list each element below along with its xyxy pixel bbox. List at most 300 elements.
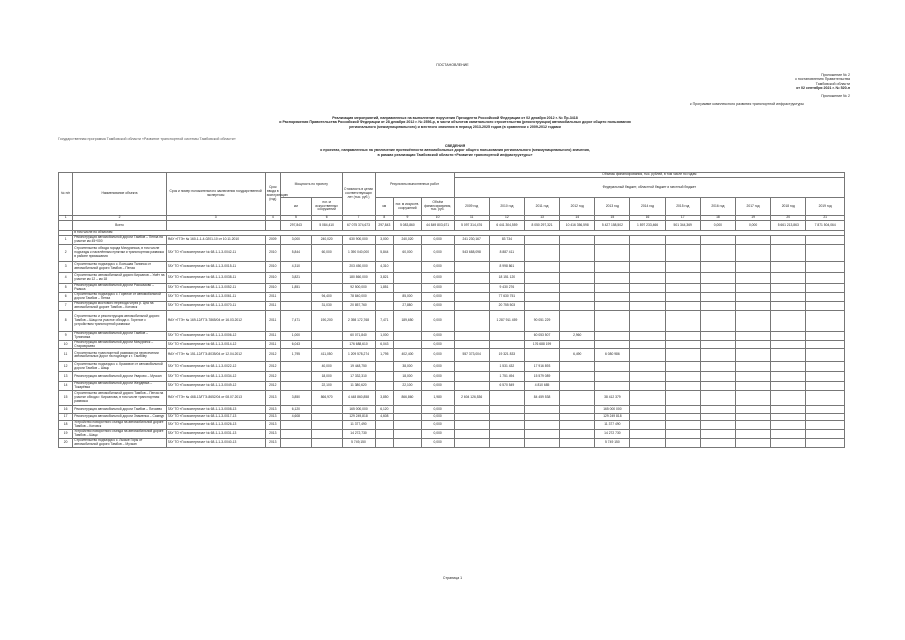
cell-v1 bbox=[454, 262, 489, 273]
cell-dkm: 1,000 bbox=[375, 331, 394, 340]
col-funding: Объемы финансирования, тыс. рублей, в том числе по годам bbox=[454, 173, 844, 178]
cell-dkm: 7,471 bbox=[375, 310, 394, 331]
column-number: 20 bbox=[771, 216, 806, 221]
cell-empty bbox=[771, 236, 806, 245]
cell-n: 15 bbox=[59, 391, 73, 406]
cell-name: Реконструкция автомобильной дороги Тамбов – Пенза на участке км 45+000 bbox=[73, 236, 166, 245]
cell-cost: 203 450,000 bbox=[342, 262, 375, 273]
cell-year: 2012 bbox=[265, 382, 280, 391]
cell-empty bbox=[771, 273, 806, 284]
cell-dkm: 6,120 bbox=[375, 406, 394, 414]
cell-dkm: 1,851 bbox=[375, 284, 394, 293]
cell-cost: 180 860,000 bbox=[342, 273, 375, 284]
cell-v5: 129 249 818 bbox=[595, 414, 630, 421]
cell-money: 0,000 bbox=[421, 362, 454, 372]
cell-v2: 20 755 503 bbox=[489, 302, 524, 311]
column-number: 15 bbox=[595, 216, 630, 221]
cell-v2: 1 287 911 459 bbox=[489, 310, 524, 331]
cell-v2: 9 430 276 bbox=[489, 284, 524, 293]
cell-v4 bbox=[560, 372, 595, 382]
table-row bbox=[59, 391, 845, 406]
cell-year: 2010 bbox=[265, 273, 280, 284]
cell-empty bbox=[771, 302, 806, 311]
cell-km: 1,795 bbox=[281, 349, 312, 362]
cell-v5 bbox=[595, 262, 630, 273]
cell-empty bbox=[700, 414, 735, 421]
cell-km bbox=[281, 421, 312, 430]
cell-empty bbox=[771, 262, 806, 273]
appendix-date: от 02 сентября 2021 г. № 520-п bbox=[796, 86, 850, 91]
cell-v4 bbox=[560, 284, 595, 293]
cell-v1: 2 604 126,536 bbox=[454, 391, 489, 406]
cell-v3: 4 810 685 bbox=[524, 382, 559, 391]
column-number: 4 bbox=[265, 216, 280, 221]
cell-dkm: 4,310 bbox=[375, 262, 394, 273]
table-row bbox=[59, 340, 845, 349]
cell-empty bbox=[630, 284, 665, 293]
cell-v3: 84 459 538 bbox=[524, 391, 559, 406]
cell-dpm bbox=[394, 406, 421, 414]
col-name: Наименование объекта bbox=[73, 173, 166, 216]
cell-empty bbox=[771, 310, 806, 331]
cell-money: 0,000 bbox=[421, 438, 454, 447]
cell-v5: 14 272 730 bbox=[595, 430, 630, 439]
cell-dkm: 3,821 bbox=[375, 273, 394, 284]
column-number: 21 bbox=[806, 216, 845, 221]
cell-v5 bbox=[595, 236, 630, 245]
total-cost: 67 075 374,673 bbox=[342, 221, 375, 231]
cell-doc: ГАУ ТО «Госэкспертиза» № 68-1-1-3-0038-11 bbox=[166, 273, 265, 284]
cell-doc: ФАУ «ГГЭ» № 468-13/ГГЭ-8652/04 от 08.07.2013 bbox=[166, 391, 265, 406]
col-doc: Срок и номер положительного заключения государственной экспертизы bbox=[166, 173, 265, 216]
column-number: 1 bbox=[59, 216, 73, 221]
cell-doc: ГАУ ТО «Госэкспертиза» № 68-1-1-3-0008-13 bbox=[166, 406, 265, 414]
cell-name: Строительство обхода города Мичуринска, в том числе подъезды к населённым пунктам и транспортная развязка в районе примыкания bbox=[73, 245, 166, 262]
page-number: Страница 1 bbox=[442, 576, 463, 580]
cell-v3: 60 053 507 bbox=[524, 331, 559, 340]
cell-empty bbox=[665, 372, 700, 382]
cell-n: 1 bbox=[59, 236, 73, 245]
cell-pm: 190,200 bbox=[311, 310, 342, 331]
cell-money: 0,000 bbox=[421, 302, 454, 311]
cell-empty bbox=[806, 372, 845, 382]
cell-v1 bbox=[454, 438, 489, 447]
cell-km: 7,471 bbox=[281, 310, 312, 331]
total-km: 297,843 bbox=[281, 221, 312, 231]
cell-pm bbox=[311, 438, 342, 447]
cell-v1 bbox=[454, 414, 489, 421]
cell-v2 bbox=[489, 406, 524, 414]
cell-dpm: 22,100 bbox=[394, 382, 421, 391]
cell-money: 0,000 bbox=[421, 340, 454, 349]
cell-n: 19 bbox=[59, 430, 73, 439]
cell-empty bbox=[806, 349, 845, 362]
cell-v1 bbox=[454, 340, 489, 349]
cell-empty bbox=[771, 372, 806, 382]
cell-empty bbox=[735, 438, 770, 447]
cell-empty bbox=[735, 302, 770, 311]
cell-v2: 19 321 833 bbox=[489, 349, 524, 362]
cell-money: 0,000 bbox=[421, 430, 454, 439]
cell-name: Устройство поворотного съезда на автомобильной дороге Тамбов – Котовск bbox=[73, 421, 166, 430]
col-done-money: Объём финансирования, тыс. руб. bbox=[421, 198, 454, 216]
cell-year: 2013 bbox=[265, 406, 280, 414]
table-row bbox=[59, 349, 845, 362]
table-row bbox=[59, 262, 845, 273]
cell-cost: 129 249,818 bbox=[342, 414, 375, 421]
cell-empty bbox=[700, 236, 735, 245]
cell-v3 bbox=[524, 414, 559, 421]
cell-empty bbox=[665, 438, 700, 447]
cell-v2 bbox=[489, 438, 524, 447]
cell-v4 bbox=[560, 362, 595, 372]
total-label: Всего bbox=[73, 221, 166, 231]
cell-cost: 2 398 172,768 bbox=[342, 310, 375, 331]
cell-pm: 31,030 bbox=[311, 302, 342, 311]
cell-money: 0,000 bbox=[421, 293, 454, 302]
cell-v3: 15 579 089 bbox=[524, 372, 559, 382]
cell-money: 0,000 bbox=[421, 406, 454, 414]
table-row bbox=[59, 414, 845, 421]
cell-v2 bbox=[489, 414, 524, 421]
total-2016: 0,000 bbox=[700, 221, 735, 231]
cell-empty bbox=[700, 438, 735, 447]
col-num: № п/п bbox=[59, 173, 73, 216]
cell-v1 bbox=[454, 406, 489, 414]
cell-name: Реконструкция автомобильной дороги Тамбов – Тулиновка bbox=[73, 331, 166, 340]
cell-year: 2011 bbox=[265, 302, 280, 311]
cell-empty bbox=[806, 310, 845, 331]
cell-empty bbox=[665, 421, 700, 430]
cell-empty bbox=[735, 245, 770, 262]
cell-empty bbox=[665, 273, 700, 284]
cell-empty bbox=[630, 302, 665, 311]
cell-v1 bbox=[454, 362, 489, 372]
cell-v3 bbox=[524, 421, 559, 430]
col-year-2010: 2010 год bbox=[489, 198, 524, 216]
table-row bbox=[59, 362, 845, 372]
top-mark: ПОСТАНОВЛЕНИЕ bbox=[436, 63, 469, 67]
cell-empty bbox=[700, 293, 735, 302]
cell-cost: 78 840,000 bbox=[342, 293, 375, 302]
cell-doc: ГАУ ТО «Госэкспертиза» № 68-1-1-3-0017-13 bbox=[166, 414, 265, 421]
table-row bbox=[59, 302, 845, 311]
cell-cost: 60 071,840 bbox=[342, 331, 375, 340]
cell-empty bbox=[806, 391, 845, 406]
cell-empty bbox=[700, 349, 735, 362]
cell-km: 4,608 bbox=[281, 414, 312, 421]
cell-n: 17 bbox=[59, 414, 73, 421]
cell-empty bbox=[700, 302, 735, 311]
cell-v5: 11 377 490 bbox=[595, 421, 630, 430]
total-2010: 6 441 304,559 bbox=[489, 221, 524, 231]
total-2015: 501 344,369 bbox=[665, 221, 700, 231]
cell-empty bbox=[735, 430, 770, 439]
cell-n: 5 bbox=[59, 284, 73, 293]
cell-pm: 18,000 bbox=[311, 372, 342, 382]
column-number: 9 bbox=[394, 216, 421, 221]
cell-empty bbox=[630, 236, 665, 245]
total-2012: 10 416 356,598 bbox=[560, 221, 595, 231]
cell-v1 bbox=[454, 372, 489, 382]
cell-v5: 165 000 000 bbox=[595, 406, 630, 414]
cell-v2: 8 887 411 bbox=[489, 245, 524, 262]
cell-v4 bbox=[560, 414, 595, 421]
cell-dpm: 189,650 bbox=[394, 310, 421, 331]
cell-km bbox=[281, 430, 312, 439]
cell-n: 14 bbox=[59, 382, 73, 391]
cell-dpm: 85,000 bbox=[394, 293, 421, 302]
cell-empty bbox=[630, 245, 665, 262]
cell-v4 bbox=[560, 262, 595, 273]
cell-pm bbox=[311, 421, 342, 430]
cell-empty bbox=[665, 414, 700, 421]
cell-empty bbox=[630, 262, 665, 273]
cell-empty bbox=[771, 331, 806, 340]
cell-year: 2010 bbox=[265, 262, 280, 273]
cell-empty bbox=[771, 414, 806, 421]
cell-v4 bbox=[560, 382, 595, 391]
table-row bbox=[59, 273, 845, 284]
cell-empty bbox=[665, 362, 700, 372]
col-year-2017: 2017 год bbox=[735, 198, 770, 216]
cell-empty bbox=[806, 438, 845, 447]
cell-v5 bbox=[595, 310, 630, 331]
cell-year: 2011 bbox=[265, 310, 280, 331]
cell-year: 2011 bbox=[265, 293, 280, 302]
cell-dpm bbox=[394, 273, 421, 284]
cell-v3: 176 688 199 bbox=[524, 340, 559, 349]
cell-money: 0,000 bbox=[421, 414, 454, 421]
cell-dkm: 5,844 bbox=[375, 245, 394, 262]
cell-pm: 866,970 bbox=[311, 391, 342, 406]
cell-dpm: 240,020 bbox=[394, 236, 421, 245]
cell-cost: 630 900,000 bbox=[342, 236, 375, 245]
cell-empty bbox=[806, 382, 845, 391]
cell-pm bbox=[311, 284, 342, 293]
cell-money: 0,000 bbox=[421, 331, 454, 340]
cell-doc: ГАУ ТО «Госэкспертиза» № 68-1-1-3-0040-13 bbox=[166, 438, 265, 447]
cell-year: 2013 bbox=[265, 430, 280, 439]
cell-name: Реконструкция автомобильной дороги Мичуринск – Староюрьево bbox=[73, 340, 166, 349]
cell-cost: 14 272,730 bbox=[342, 430, 375, 439]
cell-empty bbox=[735, 293, 770, 302]
cell-empty bbox=[700, 372, 735, 382]
cell-empty bbox=[771, 349, 806, 362]
cell-dkm bbox=[375, 421, 394, 430]
total-money: 44 849 803,671 bbox=[421, 221, 454, 231]
cell-empty bbox=[665, 310, 700, 331]
table-row bbox=[59, 438, 845, 447]
cell-km: 4,310 bbox=[281, 262, 312, 273]
cell-empty bbox=[665, 391, 700, 406]
cell-empty bbox=[735, 362, 770, 372]
cell-n: 12 bbox=[59, 362, 73, 372]
appendix-block bbox=[700, 73, 850, 98]
cell-v5 bbox=[595, 302, 630, 311]
cell-dpm: 27,880 bbox=[394, 302, 421, 311]
cell-v3 bbox=[524, 236, 559, 245]
total-2011: 8 050 297,321 bbox=[524, 221, 559, 231]
cell-empty bbox=[771, 284, 806, 293]
cell-empty bbox=[665, 262, 700, 273]
table-row bbox=[59, 236, 845, 245]
cell-empty bbox=[700, 406, 735, 414]
col-year: Срок ввода в эксплуатацию (год) bbox=[265, 173, 280, 216]
cell-doc: ГАУ ТО «Госэкспертиза» № 68-1-1-3-0034-12 bbox=[166, 372, 265, 382]
cell-empty bbox=[700, 331, 735, 340]
cell-v3 bbox=[524, 273, 559, 284]
cell-empty bbox=[630, 362, 665, 372]
cell-empty bbox=[630, 382, 665, 391]
cell-empty bbox=[735, 391, 770, 406]
cell-v2 bbox=[489, 340, 524, 349]
cell-v5 bbox=[595, 340, 630, 349]
cell-pm: 240,020 bbox=[311, 236, 342, 245]
cell-empty bbox=[630, 310, 665, 331]
total-2017: 0,000 bbox=[735, 221, 770, 231]
cell-empty bbox=[735, 273, 770, 284]
cell-empty bbox=[771, 245, 806, 262]
cell-dpm bbox=[394, 340, 421, 349]
cell-v3 bbox=[524, 430, 559, 439]
cell-empty bbox=[665, 245, 700, 262]
cell-dkm bbox=[375, 438, 394, 447]
cell-pm: 411,050 bbox=[311, 349, 342, 362]
appendix-line: к постановлению Правительства bbox=[795, 77, 850, 82]
cell-empty bbox=[806, 340, 845, 349]
cell-cost: 19 448,750 bbox=[342, 362, 375, 372]
cell-doc: ФАУ «ГГЭ» № 160-1-1-4-0201-10 от 10.11.2010 bbox=[166, 236, 265, 245]
cell-cost: 11 380,620 bbox=[342, 382, 375, 391]
group-label: в том числе по объектам bbox=[73, 231, 845, 236]
col-year-2016: 2016 год bbox=[700, 198, 735, 216]
cell-doc: ГАУ ТО «Госэкспертиза» № 68-1-1-3-0042-11 bbox=[166, 245, 265, 262]
cell-money: 0,000 bbox=[421, 349, 454, 362]
cell-money: 0,000 bbox=[421, 236, 454, 245]
cell-v5 bbox=[595, 372, 630, 382]
cell-v3 bbox=[524, 293, 559, 302]
cell-pm bbox=[311, 262, 342, 273]
cell-km: 6,043 bbox=[281, 340, 312, 349]
table-row bbox=[59, 331, 845, 340]
column-number: 2 bbox=[73, 216, 166, 221]
cell-v1 bbox=[454, 284, 489, 293]
cell-name: Строительство транспортной развязки на пересечении автомобильных дорог на подъезде к г. Тамбову bbox=[73, 349, 166, 362]
cell-v4 bbox=[560, 273, 595, 284]
cell-v4: 2,960 bbox=[560, 331, 595, 340]
cell-n: 3 bbox=[59, 262, 73, 273]
cell-empty bbox=[630, 391, 665, 406]
cell-name: Устройство поворотного съезда на автомобильной дороге Тамбов – Шацк bbox=[73, 430, 166, 439]
cell-v4: 6,490 bbox=[560, 349, 595, 362]
cell-empty bbox=[700, 273, 735, 284]
subtitle bbox=[220, 144, 690, 157]
cell-n: 13 bbox=[59, 372, 73, 382]
table-row bbox=[59, 430, 845, 439]
cell-dpm: 18,000 bbox=[394, 372, 421, 382]
cell-empty bbox=[735, 406, 770, 414]
cell-v4 bbox=[560, 310, 595, 331]
cell-empty bbox=[700, 382, 735, 391]
cell-n: 4 bbox=[59, 273, 73, 284]
total-pm: 5 084,410 bbox=[311, 221, 342, 231]
cell-dkm bbox=[375, 430, 394, 439]
cell-v2: 1 751 494 bbox=[489, 372, 524, 382]
cell-empty bbox=[700, 430, 735, 439]
column-number: 18 bbox=[700, 216, 735, 221]
cell-v5 bbox=[595, 362, 630, 372]
cell-name: Строительство автомобильной дороги Тамбов – Пенза на участке обхода г. Кирсанова, в том числе транспортная развязка bbox=[73, 391, 166, 406]
cell-km: 3,850 bbox=[281, 391, 312, 406]
cell-v2 bbox=[489, 421, 524, 430]
col-year-2009: 2009 год bbox=[454, 198, 489, 216]
cell-empty bbox=[700, 310, 735, 331]
cell-n: 10 bbox=[59, 340, 73, 349]
cell-empty bbox=[700, 421, 735, 430]
column-number: 14 bbox=[560, 216, 595, 221]
cell-pm: 22,100 bbox=[311, 382, 342, 391]
cell-dpm: 38,000 bbox=[394, 362, 421, 372]
cell-v3: 90 051 229 bbox=[524, 310, 559, 331]
cell-empty bbox=[735, 284, 770, 293]
total-done-pm: 5 083,860 bbox=[394, 221, 421, 231]
cell-v1 bbox=[454, 273, 489, 284]
cell-money: 0,000 bbox=[421, 310, 454, 331]
cell-cost: 176 688,610 bbox=[342, 340, 375, 349]
cell-year: 2013 bbox=[265, 421, 280, 430]
cell-empty bbox=[665, 382, 700, 391]
cell-empty bbox=[735, 262, 770, 273]
column-number: 13 bbox=[524, 216, 559, 221]
cell-dkm bbox=[375, 302, 394, 311]
cell-money: 0,000 bbox=[421, 421, 454, 430]
col-year-2018: 2018 год bbox=[771, 198, 806, 216]
col-year-2019: 2019 год bbox=[806, 198, 845, 216]
appendix-line: Приложение № 2 bbox=[821, 93, 850, 98]
cell-doc: ГАУ ТО «Госэкспертиза» № 68-1-1-3-0061-11 bbox=[166, 293, 265, 302]
column-number: 3 bbox=[166, 216, 265, 221]
cell-v1: 543 688,098 bbox=[454, 245, 489, 262]
col-cap-pm: пог. м искусственных сооружений bbox=[311, 198, 342, 216]
cell-empty bbox=[806, 362, 845, 372]
cell-empty bbox=[630, 273, 665, 284]
cell-v5 bbox=[595, 273, 630, 284]
cell-v5 bbox=[595, 245, 630, 262]
cell-dkm: 1,795 bbox=[375, 349, 394, 362]
table-row bbox=[59, 245, 845, 262]
cell-year: 2012 bbox=[265, 372, 280, 382]
cell-v3: 17 916 893 bbox=[524, 362, 559, 372]
cell-v2: 18 151 120 bbox=[489, 273, 524, 284]
col-done-km: км bbox=[375, 198, 394, 216]
cell-pm bbox=[311, 414, 342, 421]
cell-empty bbox=[630, 349, 665, 362]
cell-cost: 20 857,760 bbox=[342, 302, 375, 311]
cell-doc: ФАУ «ГГЭ» № 169-12/ГГЭ-7865/04 от 16.03.2012 bbox=[166, 310, 265, 331]
cell-empty bbox=[630, 421, 665, 430]
cell-v4 bbox=[560, 293, 595, 302]
cell-empty bbox=[665, 406, 700, 414]
cell-empty bbox=[665, 284, 700, 293]
cell-km: 5,844 bbox=[281, 245, 312, 262]
cell-pm: 60,000 bbox=[311, 245, 342, 262]
cell-empty bbox=[630, 406, 665, 414]
cell-empty bbox=[806, 236, 845, 245]
cell-cost: 1 390 040,000 bbox=[342, 245, 375, 262]
cell-empty bbox=[806, 421, 845, 430]
cell-n: 20 bbox=[59, 438, 73, 447]
